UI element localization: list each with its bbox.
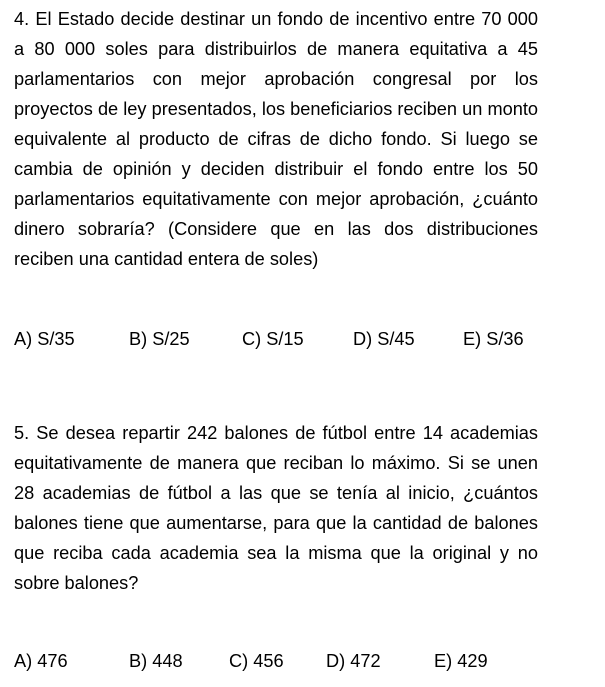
option-b: B) S/25 <box>129 329 190 349</box>
option-e: E) S/36 <box>463 329 524 349</box>
option-b: B) 448 <box>129 651 183 671</box>
problem-4 <box>14 4 538 274</box>
option-a: A) 476 <box>14 651 68 671</box>
problem-4-options <box>14 324 574 354</box>
problem-4-statement: 4. El Estado decide destinar un fondo de incentivo entre 70 000 a 80 000 soles para distribuirlos de manera equitativa a 45 parlamentarios con mejor aprobación congresal por los proyectos de ley presentados, los beneficiarios reciben un monto equivalente al producto de cifras de dicho fondo. Si luego se cambia de opinión y deciden distribuir el fondo entre los 50 parlamentarios equitativamente con mejor aprobación, ¿cuánto dinero sobraría? (Considere que en las dos distribuciones reciben una cantidad entera de soles) <box>14 9 538 269</box>
problem-5 <box>14 418 538 598</box>
option-a: A) S/35 <box>14 329 75 349</box>
problem-5-statement: 5. Se desea repartir 242 balones de fútbol entre 14 academias equitativamente de manera que reciban lo máximo. Si se unen 28 academias de fútbol a las que se tenía al inicio, ¿cuántos balones tiene que aumentarse, para que la cantidad de balones que reciba cada academia sea la misma que la original y no sobre balones? <box>14 423 538 593</box>
option-c: C) S/15 <box>242 329 304 349</box>
option-d: D) 472 <box>326 651 381 671</box>
option-d: D) S/45 <box>353 329 415 349</box>
problem-5-options <box>14 646 574 676</box>
option-e: E) 429 <box>434 651 488 671</box>
option-c: C) 456 <box>229 651 284 671</box>
